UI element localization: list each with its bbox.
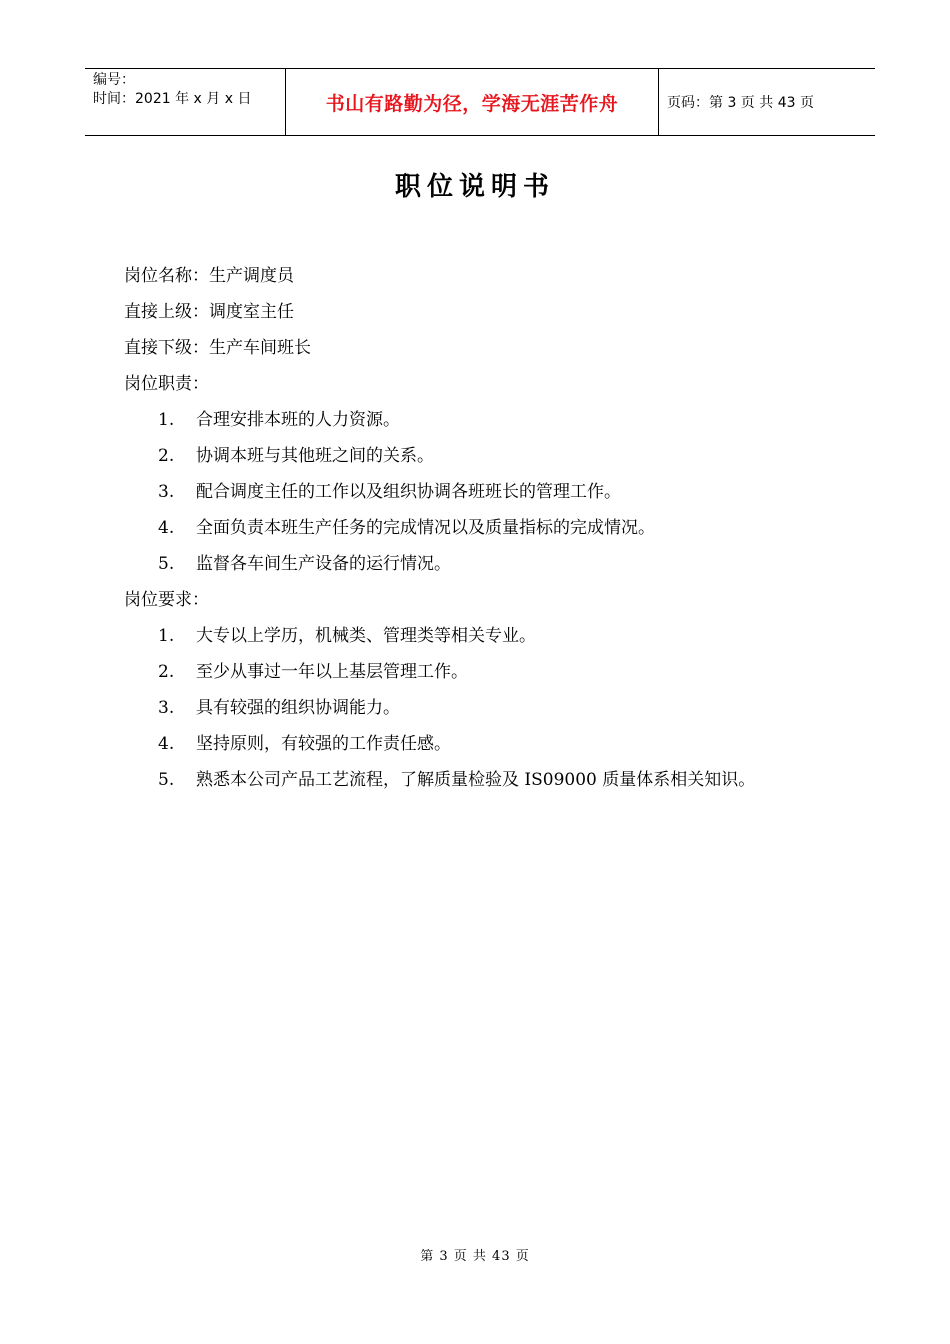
- document-body: [124, 258, 864, 798]
- item-text: 大专以上学历，机械类、管理类等相关专业。: [196, 626, 536, 646]
- item-number: 1.: [158, 626, 175, 646]
- time-label: 时间：2021 年 x 月 x 日: [93, 91, 252, 107]
- header-meta: [93, 71, 283, 109]
- item-text: 监督各车间生产设备的运行情况。: [196, 554, 451, 574]
- header-page-info: 页码：第 3 页 共 43 页: [667, 95, 814, 111]
- direct-subordinate: 直接下级：生产车间班长: [124, 338, 311, 358]
- duty-item: [124, 510, 864, 546]
- item-text: 至少从事过一年以上基层管理工作。: [196, 662, 468, 682]
- item-text: 全面负责本班生产任务的完成情况以及质量指标的完成情况。: [196, 518, 655, 538]
- item-number: 4.: [158, 518, 175, 538]
- requirement-item: [124, 654, 864, 690]
- item-number: 1.: [158, 410, 175, 430]
- item-text: 坚持原则，有较强的工作责任感。: [196, 734, 451, 754]
- item-text: 具有较强的组织协调能力。: [196, 698, 400, 718]
- position-name: 岗位名称：生产调度员: [124, 266, 294, 286]
- item-number: 3.: [158, 698, 175, 718]
- item-text: 协调本班与其他班之间的关系。: [196, 446, 434, 466]
- requirement-item: [124, 726, 864, 762]
- requirements-heading: 岗位要求：: [124, 590, 209, 610]
- page-footer: 第 3 页 共 43 页: [420, 1249, 530, 1264]
- duty-item: [124, 438, 864, 474]
- item-text: 熟悉本公司产品工艺流程，了解质量检验及 IS09000 质量体系相关知识。: [196, 770, 756, 790]
- item-text: 合理安排本班的人力资源。: [196, 410, 400, 430]
- item-number: 4.: [158, 734, 175, 754]
- item-number: 2.: [158, 446, 175, 466]
- requirement-item: [124, 618, 864, 654]
- page-header: [85, 68, 875, 136]
- item-number: 2.: [158, 662, 175, 682]
- number-label: 编号：: [93, 72, 135, 88]
- duty-item: [124, 546, 864, 582]
- item-number: 5.: [158, 770, 175, 790]
- requirement-item: [124, 762, 864, 798]
- item-number: 3.: [158, 482, 175, 502]
- item-number: 5.: [158, 554, 175, 574]
- header-divider: [658, 69, 659, 135]
- header-motto: 书山有路勤为径，学海无涯苦作舟: [325, 92, 619, 115]
- direct-superior: 直接上级：调度室主任: [124, 302, 294, 322]
- duties-heading: 岗位职责：: [124, 374, 209, 394]
- duty-item: [124, 402, 864, 438]
- duty-item: [124, 474, 864, 510]
- requirement-item: [124, 690, 864, 726]
- item-text: 配合调度主任的工作以及组织协调各班班长的管理工作。: [196, 482, 621, 502]
- document-title: 职位说明书: [394, 172, 555, 202]
